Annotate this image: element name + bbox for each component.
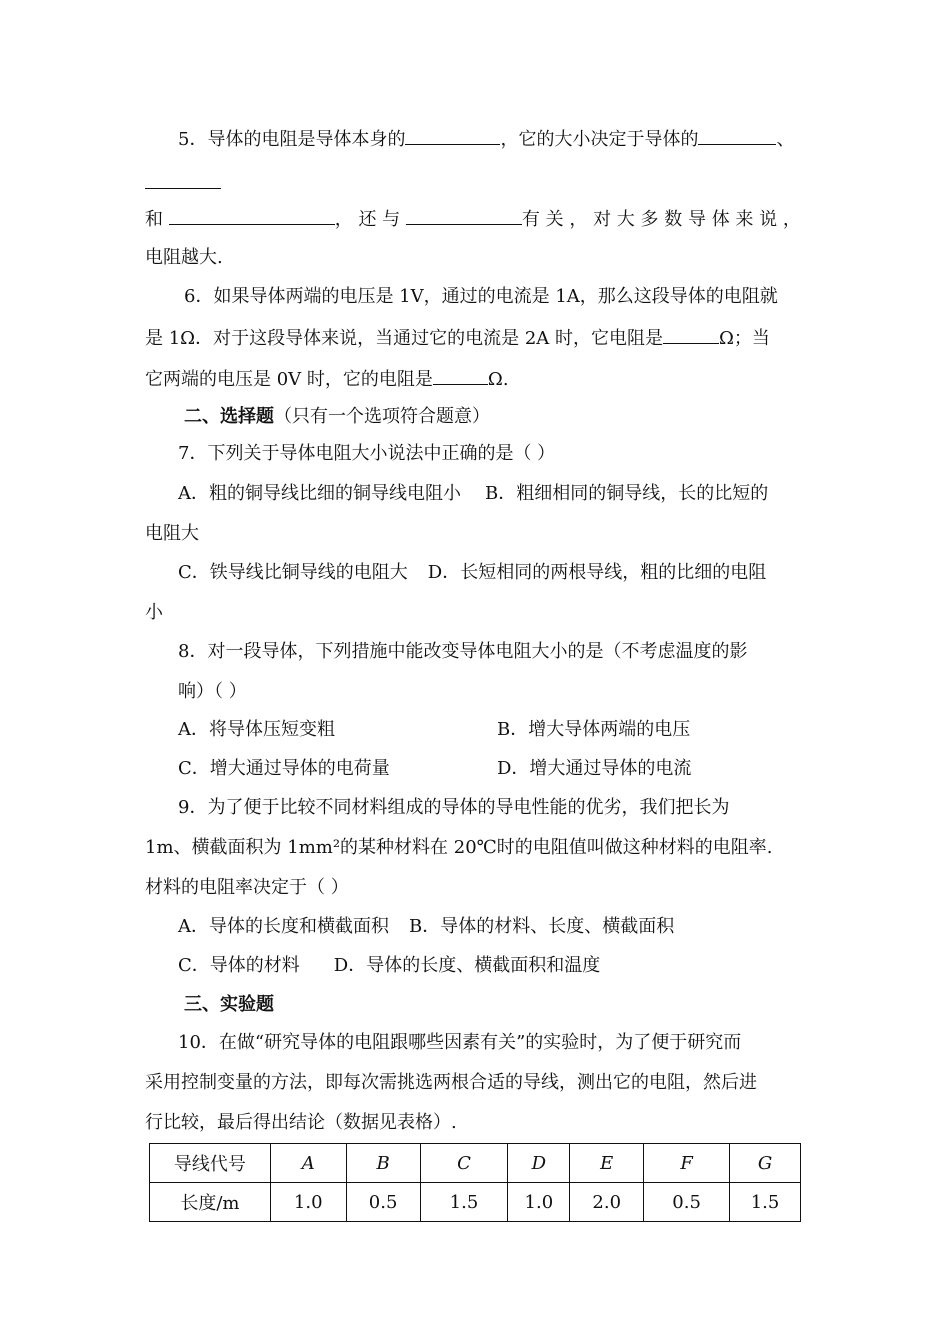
q7-option-d-cont: 小: [145, 602, 163, 623]
table-code-cell: D: [508, 1144, 570, 1183]
q8-option-b[interactable]: B．增大导体两端的电压: [497, 719, 691, 740]
q9-options-cd: [178, 954, 600, 978]
q5-line2: [145, 170, 221, 196]
q6-line3-unit: Ω.: [487, 369, 509, 390]
q5-line4: 电阻越大.: [145, 247, 223, 268]
table-row-label: 长度/m: [150, 1183, 271, 1222]
q8-option-c[interactable]: C．增大通过导体的电荷量: [178, 758, 390, 779]
q10-line2: 采用控制变量的方法，即每次需挑选两根合适的导线，测出它的电阻，然后进: [145, 1072, 757, 1093]
q10-line3: 行比较，最后得出结论（数据见表格）.: [145, 1112, 457, 1133]
table-length-cell: 1.0: [508, 1183, 570, 1222]
q5-line1: [178, 126, 794, 152]
q8-option-a[interactable]: A．将导体压短变粗: [178, 719, 335, 740]
q5-text-1: 5．导体的电阻是导体本身的: [178, 129, 406, 150]
q6-line2-text: 是 1Ω．对于这段导体来说，当通过它的电流是 2A 时，它电阻是: [145, 328, 663, 349]
q7-options-cd: [178, 561, 766, 585]
q5-blank-2[interactable]: [698, 126, 776, 145]
wire-data-table: [149, 1143, 801, 1222]
q8-stem: 8．对一段导体，下列措施中能改变导体电阻大小的是（不考虑温度的影: [178, 641, 748, 662]
section2-note: （只有一个选项符合题意）: [274, 406, 490, 427]
q9-line2: 1m、横截面积为 1mm²的某种材料在 20℃时的电阻值叫做这种材料的电阻率.: [145, 837, 773, 858]
section3-title: 三、实验题: [184, 994, 274, 1015]
q6-blank-2[interactable]: [433, 366, 488, 385]
q5-blank-5[interactable]: [406, 206, 522, 225]
q7-option-a[interactable]: A．粗的铜导线比细的铜导线电阻小: [178, 483, 461, 504]
q9-option-d[interactable]: D．导体的长度、横截面积和温度: [333, 955, 601, 976]
table-length-cell: 1.5: [420, 1183, 508, 1222]
q8-option-d[interactable]: D．增大通过导体的电流: [497, 758, 692, 779]
q9-options-ab: [178, 915, 674, 939]
table-length-cell: 0.5: [644, 1183, 730, 1222]
section2-heading: [184, 405, 490, 429]
q6-line3-text: 它两端的电压是 0V 时，它的电阻是: [145, 369, 433, 390]
table-code-cell: B: [346, 1144, 420, 1183]
q5-text-3: 、: [776, 129, 795, 150]
table-code-cell: C: [420, 1144, 508, 1183]
table-header-label: 导线代号: [150, 1144, 271, 1183]
table-code-cell: A: [270, 1144, 346, 1183]
table-length-cell: 1.5: [730, 1183, 801, 1222]
table-length-cell: 2.0: [570, 1183, 644, 1222]
q8-stem-cont: 响）（ ）: [178, 681, 247, 702]
q5-text-4: 和: [145, 209, 163, 230]
q9-line1: 9．为了便于比较不同材料组成的导体的导电性能的优劣，我们把长为: [178, 797, 730, 818]
table-code-cell: G: [730, 1144, 801, 1183]
table-row: [150, 1183, 801, 1222]
q5-text-2: ，它的大小决定于导体的: [500, 129, 699, 150]
q5-blank-4[interactable]: [169, 206, 335, 225]
q5-blank-1[interactable]: [405, 126, 500, 145]
q9-option-b[interactable]: B．导体的材料、长度、横截面积: [409, 916, 675, 937]
table-code-cell: E: [570, 1144, 644, 1183]
section2-title: 二、选择题: [184, 406, 274, 427]
q9-line3: 材料的电阻率决定于（ ）: [145, 877, 349, 898]
table-code-cell: F: [644, 1144, 730, 1183]
table-length-cell: 0.5: [346, 1183, 420, 1222]
q7-stem: 7．下列关于导体电阻大小说法中正确的是（ ）: [178, 443, 556, 464]
q6-line2: [145, 325, 770, 351]
q6-line3: [145, 366, 509, 392]
q6-blank-1[interactable]: [663, 325, 719, 344]
q7-option-d[interactable]: D．长短相同的两根导线，粗的比细的电阻: [427, 562, 767, 583]
q5-blank-3[interactable]: [145, 170, 221, 189]
q6-line1: 6．如果导体两端的电压是 1V，通过的电流是 1A，那么这段导体的电阻就: [184, 286, 778, 307]
q7-option-c[interactable]: C．铁导线比铜导线的电阻大: [178, 562, 408, 583]
q5-text-6: 有 关 ， 对 大 多 数 导 体 来 说 ，: [521, 209, 801, 230]
table-row: [150, 1144, 801, 1183]
q5-line3: [145, 206, 801, 232]
q7-option-b-cont: 电阻大: [145, 523, 199, 544]
q6-line2-unit: Ω；当: [719, 328, 770, 349]
q9-option-a[interactable]: A．导体的长度和横截面积: [178, 916, 389, 937]
q5-text-5: ， 还 与: [334, 209, 401, 230]
q7-option-b[interactable]: B．粗细相同的铜导线，长的比短的: [485, 483, 769, 504]
q9-option-c[interactable]: C．导体的材料: [178, 955, 300, 976]
q7-options-ab: [178, 482, 768, 506]
q10-line1: 10．在做“研究导体的电阻跟哪些因素有关”的实验时，为了便于研究而: [178, 1032, 742, 1053]
table-length-cell: 1.0: [270, 1183, 346, 1222]
